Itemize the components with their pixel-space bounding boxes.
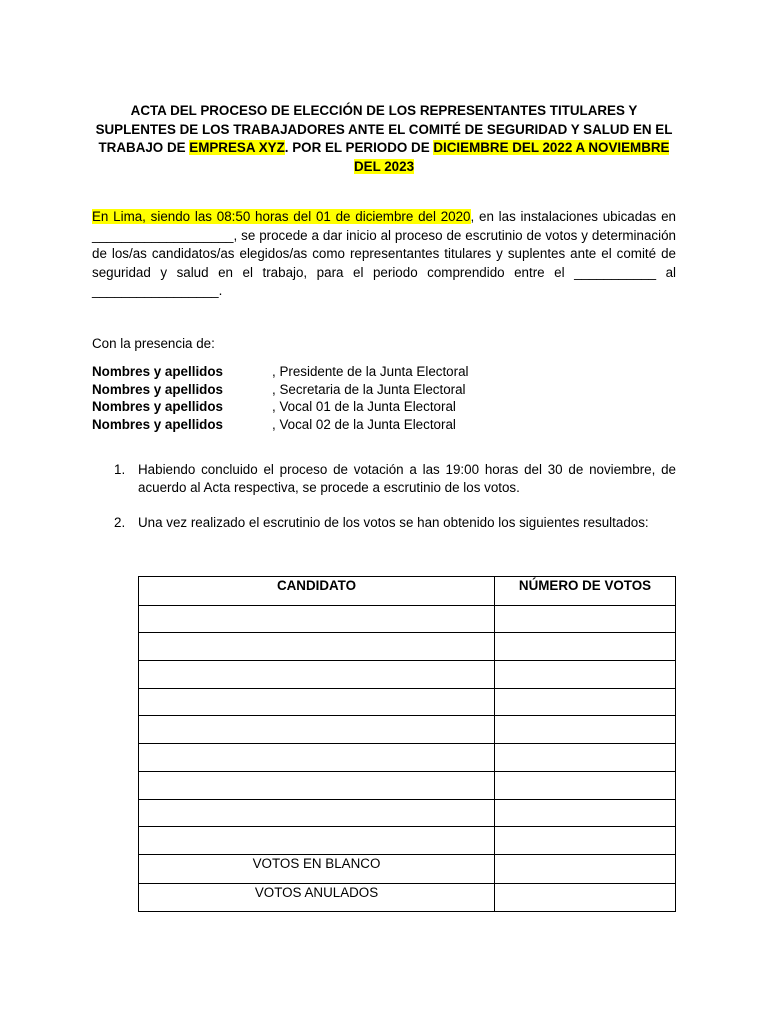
list-item — [114, 514, 676, 532]
title-text-part1: ACTA DEL PROCESO DE ELECCIÓN DE LOS REPRESENTANTES TITULARES Y SUPLENTES DE LOS TRABAJADORES ANTE EL COMITÉ DE SEGURIDAD Y SALUD EN EL TRABAJO DE — [95, 103, 673, 155]
null-votes-label: VOTOS ANULADOS — [139, 883, 495, 912]
member-role: , Vocal 01 de la Junta Electoral — [272, 399, 456, 414]
table-row — [139, 716, 676, 744]
votes-cell[interactable] — [495, 633, 676, 661]
member-name: Nombres y apellidos — [92, 399, 223, 414]
list-item-number: 1. — [114, 462, 126, 477]
member-role: , Secretaria de la Junta Electoral — [272, 381, 466, 397]
member-name: Nombres y apellidos — [92, 381, 223, 397]
candidate-cell[interactable] — [139, 716, 495, 744]
candidate-cell[interactable] — [139, 633, 495, 661]
list-item — [114, 461, 676, 497]
table-row — [139, 827, 676, 855]
votes-cell[interactable] — [495, 799, 676, 827]
votes-cell[interactable] — [495, 688, 676, 716]
blank-votes-cell[interactable] — [495, 854, 676, 883]
candidate-cell[interactable] — [139, 605, 495, 633]
votes-cell[interactable] — [495, 827, 676, 855]
votes-cell[interactable] — [495, 605, 676, 633]
table-header-row — [139, 577, 676, 606]
title-text-part2: . POR EL PERIODO DE — [284, 140, 434, 155]
table-row — [139, 633, 676, 661]
table-row-blank-votes — [139, 854, 676, 883]
member-row — [92, 398, 676, 416]
list-item-text: Una vez realizado el escrutinio de los votos se han obtenido los siguientes resultados: — [138, 515, 649, 530]
blank-votes-label: VOTOS EN BLANCO — [139, 854, 495, 883]
table-row — [139, 688, 676, 716]
member-row — [92, 381, 676, 399]
member-role: , Vocal 02 de la Junta Electoral — [272, 416, 456, 432]
candidate-cell[interactable] — [139, 744, 495, 772]
intro-highlight: En Lima, siendo las 08:50 horas del 01 de diciembre del 2020 — [92, 209, 471, 224]
intro-paragraph — [92, 208, 676, 301]
document-title — [92, 102, 676, 176]
votes-cell[interactable] — [495, 716, 676, 744]
presence-label: Con la presencia de: — [92, 336, 215, 351]
member-name: Nombres y apellidos — [92, 416, 223, 432]
list-item-text: Habiendo concluido el proceso de votación a las 19:00 horas del 30 de noviembre, de acuerdo al Acta respectiva, se procede a escrutinio de los votos. — [138, 462, 676, 495]
member-row — [92, 416, 676, 434]
table-row — [139, 661, 676, 689]
table-row — [139, 799, 676, 827]
member-row — [92, 363, 676, 381]
member-name: Nombres y apellidos — [92, 364, 223, 379]
votes-table — [138, 576, 676, 912]
table-row-null-votes — [139, 883, 676, 912]
candidate-cell[interactable] — [139, 688, 495, 716]
null-votes-cell[interactable] — [495, 883, 676, 912]
header-candidate: CANDIDATO — [139, 577, 495, 606]
member-role: , Presidente de la Junta Electoral — [272, 364, 469, 379]
title-company-highlight: EMPRESA XYZ — [189, 140, 285, 155]
candidate-cell[interactable] — [139, 799, 495, 827]
table-row — [139, 605, 676, 633]
votes-cell[interactable] — [495, 744, 676, 772]
votes-cell[interactable] — [495, 771, 676, 799]
candidate-cell[interactable] — [139, 661, 495, 689]
title-period-highlight: DICIEMBRE DEL 2022 A NOVIEMBRE DEL 2023 — [353, 140, 670, 174]
intro-rest: , en las instalaciones ubicadas en ___________________, se procede a dar inicio al proceso de escrutinio de votos y determinación de los/as candidatos/as elegidos/as como representantes titulares y suplentes ante el comité de seguridad y salud en el trabajo, para el periodo comprendido entre el ___________ al _________________. — [92, 209, 676, 298]
table-row — [139, 771, 676, 799]
list-item-number: 2. — [114, 515, 126, 530]
table-row — [139, 744, 676, 772]
header-votes: NÚMERO DE VOTOS — [495, 577, 676, 606]
candidate-cell[interactable] — [139, 771, 495, 799]
votes-cell[interactable] — [495, 661, 676, 689]
candidate-cell[interactable] — [139, 827, 495, 855]
